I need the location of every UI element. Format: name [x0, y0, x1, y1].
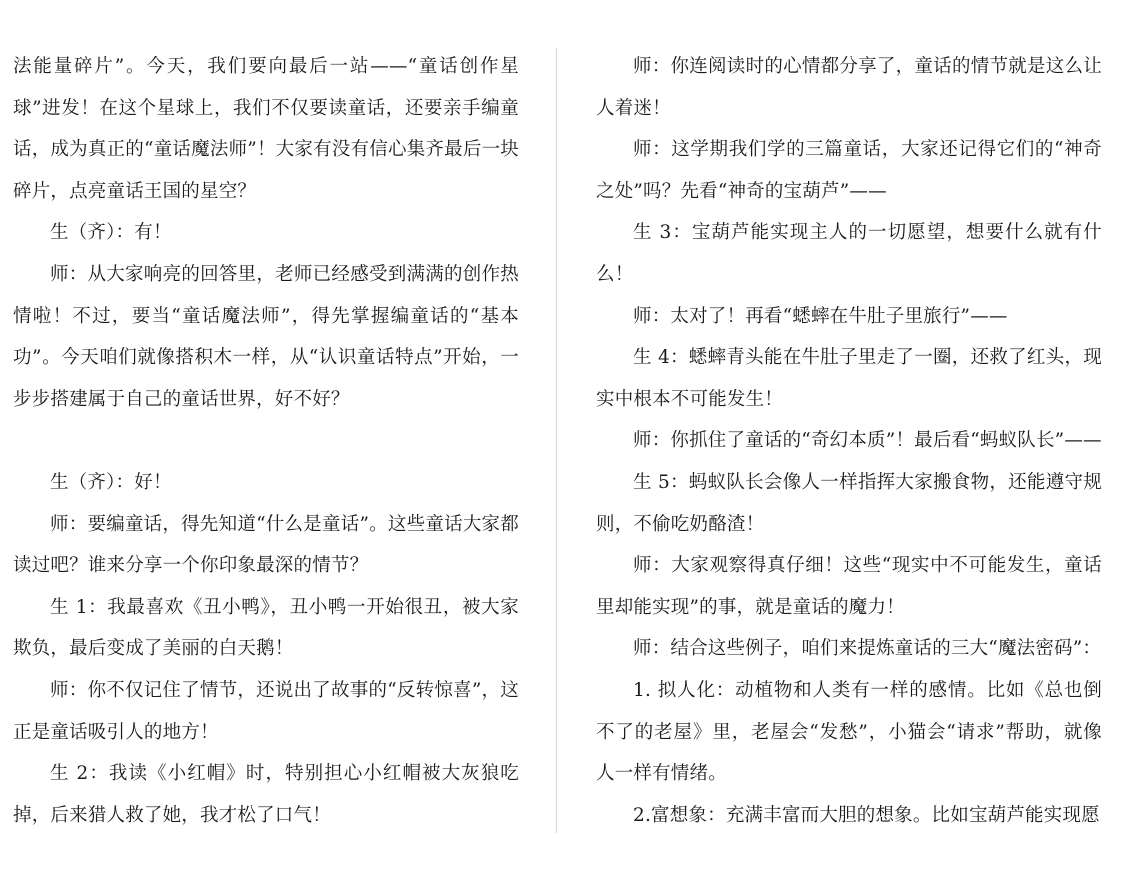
- paragraph: 2.富想象：充满丰富而大胆的想象。比如宝葫芦能实现愿: [633, 804, 1100, 826]
- paragraph: 师：你不仅记住了情节，还说出了故事的“反转惊喜”，这正是童话吸引人的地方！: [13, 679, 519, 743]
- paragraph: 师：要编童话，得先知道“什么是童话”。这些童话大家都读过吧？谁来分享一个你印象最深的情节？: [13, 513, 519, 577]
- paragraph: 生 5：蚂蚁队长会像人一样指挥大家搬食物，还能遵守规则，不偷吃奶酪渣！: [596, 471, 1102, 535]
- paragraph: 生（齐）：好！: [50, 471, 172, 493]
- paragraph: 生（齐）：有！: [50, 222, 172, 244]
- column-divider: [556, 48, 557, 833]
- paragraph: 师：这学期我们学的三篇童话，大家还记得它们的“神奇之处”吗？先看“神奇的宝葫芦”——: [596, 139, 1102, 202]
- blank-line: [13, 420, 519, 462]
- paragraph: 生 4：蟋蟀青头能在牛肚子里走了一圈，还救了红头，现实中根本不可能发生！: [596, 347, 1102, 410]
- paragraph: 1. 拟人化：动植物和人类有一样的感情。比如《总也倒不了的老屋》里，老屋会“发愁”，小猫会“请求”帮助，就像人一样有情绪。: [596, 679, 1102, 785]
- paragraph: 师：你抓住了童话的“奇幻本质”！最后看“蚂蚁队长”——: [633, 430, 1102, 452]
- paragraph: 生 3：宝葫芦能实现主人的一切愿望，想要什么就有什么！: [596, 222, 1102, 285]
- paragraph: 师：从大家响亮的回答里，老师已经感受到满满的创作热情啦！不过，要当“童话魔法师”，得先掌握编童话的“基本功”。今天咱们就像搭积木一样，从“认识童话特点”开始，一步步搭建属于自己的童话世界，好不好？: [13, 263, 519, 410]
- left-column: [13, 46, 519, 846]
- paragraph: 师：太对了！再看“蟋蟀在牛肚子里旅行”——: [633, 305, 1008, 327]
- paragraph: 生 1：我最喜欢《丑小鸭》，丑小鸭一开始很丑，被大家欺负，最后变成了美丽的白天鹅！: [13, 596, 519, 660]
- paragraph: 法能量碎片”。今天，我们要向最后一站——“童话创作星球”进发！在这个星球上，我们不仅要读童话，还要亲手编童话，成为真正的“童话魔法师”！大家有没有信心集齐最后一块碎片，点亮童话王国的星空？: [13, 56, 519, 202]
- right-column: [596, 46, 1102, 846]
- paragraph: 师：大家观察得真仔细！这些“现实中不可能发生，童话里却能实现”的事，就是童话的魔力！: [596, 555, 1102, 618]
- paragraph: 生 2：我读《小红帽》时，特别担心小红帽被大灰狼吃掉，后来猎人救了她，我才松了口气！: [13, 763, 519, 826]
- paragraph: 师：你连阅读时的心情都分享了，童话的情节就是这么让人着迷！: [596, 56, 1102, 119]
- paragraph: 师：结合这些例子，咱们来提炼童话的三大“魔法密码”：: [633, 638, 1102, 660]
